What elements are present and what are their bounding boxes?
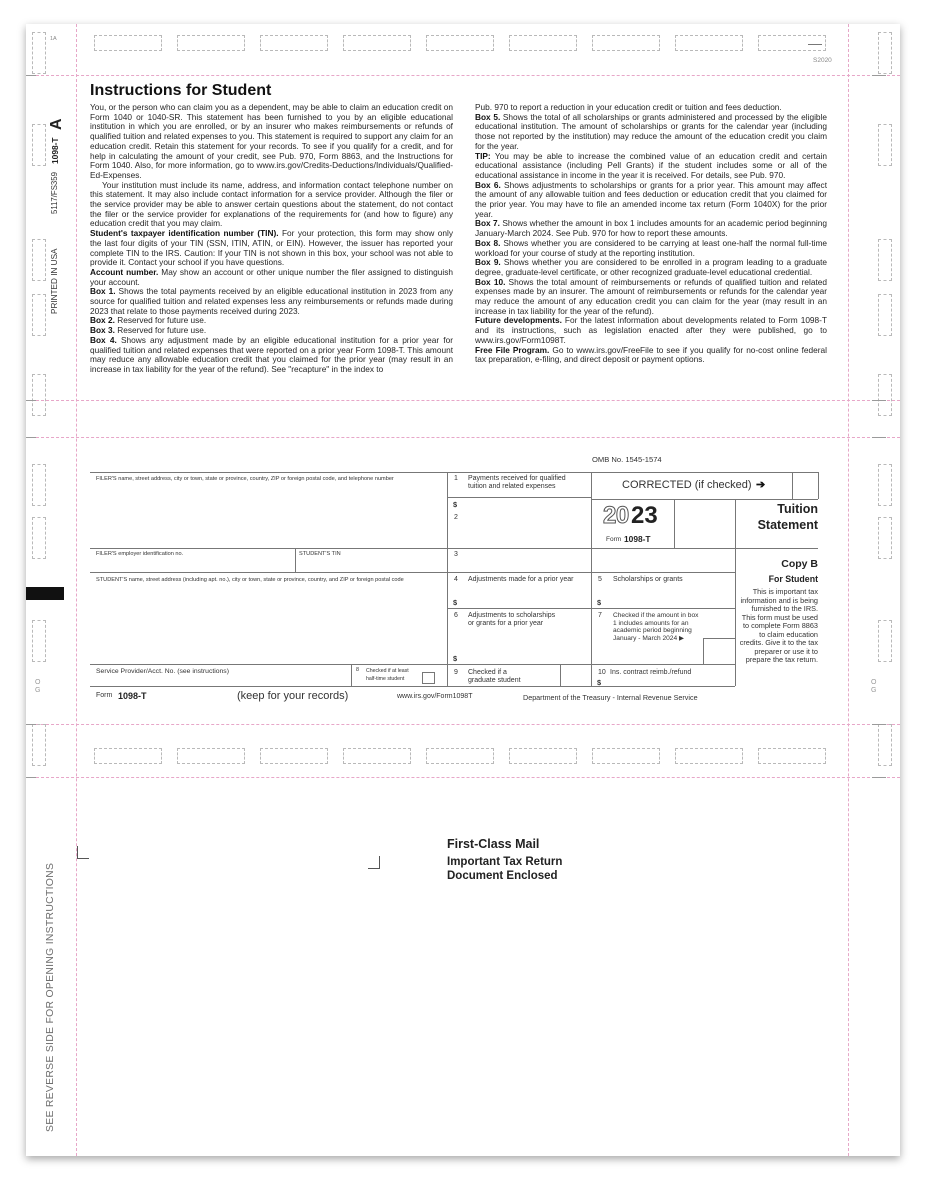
instruction-paragraph: Box 8. Shows whether you are considered to be carrying at least one-half the normal full-time workload for your course of study at the reporting institution.: [475, 237, 827, 258]
side-perforation-box: [878, 124, 892, 166]
perforation-box: [260, 35, 328, 51]
box4-amount-field[interactable]: [462, 596, 586, 608]
side-perforation-box: [32, 124, 46, 166]
keep-for-records: (keep for your records): [237, 690, 349, 702]
box7-label: Checked if the amount in box 1 includes amounts for an academic period beginning January - March 2024 ▶: [613, 612, 699, 642]
window-corner-mark: [368, 856, 380, 869]
instruction-heading: Box 7.: [475, 218, 500, 229]
instruction-heading: Free File Program.: [475, 344, 550, 355]
instruction-paragraph: Box 7. Shows whether the amount in box 1 includes amounts for an academic period beginning January-March 2024. See Pub. 970 for how to report these amounts.: [475, 218, 827, 239]
box10-number: 10: [598, 669, 606, 676]
instruction-paragraph: Box 3. Reserved for future use.: [90, 325, 207, 336]
footer-form-prefix: Form: [96, 692, 113, 699]
perforation-box: [94, 748, 162, 764]
form-name: 1098-T: [624, 534, 651, 544]
form-code: S2020: [813, 57, 832, 64]
footer-form-name: 1098-T: [118, 691, 147, 701]
treasury-dept: Department of the Treasury - Internal Revenue Service: [523, 693, 698, 702]
perforation-box: [509, 35, 577, 51]
side-perforation-box: [32, 464, 46, 506]
box5-dollar: $: [597, 598, 602, 607]
side-perforation-box: [878, 724, 892, 766]
form-prefix: Form: [606, 536, 622, 543]
perforation-box: [675, 748, 743, 764]
instruction-heading: Account number.: [90, 266, 159, 277]
box1-label: Payments received for qualified tuition and related expenses: [468, 475, 566, 490]
instruction-heading: Box 5.: [475, 111, 501, 122]
instruction-heading: Box 6.: [475, 179, 501, 190]
instruction-paragraph: Free File Program. Go to www.irs.gov/FreeFile to see if you qualify for no-cost online federal tax preparation, e-filing, and direct deposit or payment options.: [475, 344, 827, 365]
copy-notice: This is important tax information and is being furnished to the IRS. This form must be used to complete Form 8863 to claim education credits. Give it to the tax preparer or use it to prepare the tax return.: [739, 587, 818, 664]
tick-mark: [26, 437, 36, 438]
box6-label: Adjustments to scholarships or grants for a prior year: [468, 612, 556, 627]
side-letter: G: [35, 687, 41, 694]
box7-number: 7: [598, 612, 602, 619]
side-letter: G: [871, 687, 877, 694]
box7-checkbox[interactable]: [706, 641, 733, 662]
box9-number: 9: [454, 669, 458, 676]
instruction-paragraph: Box 10. Shows the total amount of reimbursements or refunds of qualified tuition and related expenses made by an insurer. The amount of reimbursements or refunds for the calendar year may reduce the amount of any education credit you can claim for the year (may result in an increase in tax liability for the year of the refund).: [475, 276, 828, 316]
filer-ein-label: FILER'S employer identification no.: [96, 551, 184, 557]
side-perforation-box: [32, 294, 46, 336]
instruction-heading: Box 1.: [90, 286, 116, 297]
stock-number: 5117/FS359: [50, 172, 59, 214]
left-perforation-line: [76, 24, 77, 1156]
instruction-paragraph: Box 1. Shows the total payments received by an eligible educational institution in 2023 from any source for qualified tuition and related expenses less any reimbursements or refunds made during 2023 that relate to those payments received during 2023.: [90, 286, 453, 316]
side-perforation-box: [878, 239, 892, 281]
perforation-box: [260, 748, 328, 764]
side-perforation-box: [878, 620, 892, 662]
mailer-line-3: Document Enclosed: [447, 870, 558, 882]
box1-amount-field[interactable]: [462, 499, 586, 511]
box1-dollar: $: [453, 500, 458, 509]
instruction-paragraph: Box 9. Shows whether you are considered to be enrolled in a program leading to a graduate degree, graduate-level certificate, or other recognized graduate-level educational credential.: [475, 257, 827, 277]
instruction-paragraph: Box 2. Reserved for future use.: [90, 315, 207, 326]
for-student: For Student: [768, 574, 818, 584]
perforation-box: [426, 35, 494, 51]
tick-mark: [26, 400, 36, 401]
box4-number: 4: [454, 576, 458, 583]
form-title-statement: Statement: [757, 518, 818, 532]
perforation-box: [343, 35, 411, 51]
year-bold: 23: [631, 502, 658, 529]
instructions-left-column: [90, 103, 453, 375]
side-perforation-box: [878, 32, 892, 74]
box3-number: 3: [454, 551, 458, 558]
instruction-heading: Future developments.: [475, 315, 562, 326]
instruction-paragraph: Box 6. Shows adjustments to scholarships or grants for a prior year. This amount may affect the amount of any allowable tuition and fees deduction or education credit that you claimed for the prior year. You may have to file an amended income tax return (Form 1040X) for the prior year.: [475, 179, 827, 219]
registration-mark: [26, 587, 64, 600]
box8-number: 8: [356, 667, 359, 673]
instruction-paragraph: Student's taxpayer identification number (TIN). For your protection, this form may show only the last four digits of your TIN (SSN, ITIN, ATIN, or EIN). However, the issuer has reported your complete TIN to the IRS. Caution: If your TIN is not shown in this box, your school was not able to provide it. Contact your school if you have questions.: [90, 228, 453, 268]
perforation-box: [675, 35, 743, 51]
perforation-box: [177, 748, 245, 764]
side-letter: O: [871, 679, 877, 686]
side-perforation-box: [32, 239, 46, 281]
box10-dollar: $: [597, 678, 602, 687]
box9-checkbox[interactable]: [564, 669, 588, 684]
side-perforation-box: [878, 374, 892, 416]
box4-dollar: $: [453, 598, 458, 607]
tick-mark: [872, 400, 886, 401]
instruction-heading: Student's taxpayer identification number (TIN).: [90, 228, 279, 239]
perforation-line: [26, 400, 900, 401]
instruction-heading: TIP:: [475, 150, 491, 161]
side-perforation-box: [878, 294, 892, 336]
instruction-paragraph: Your institution must include its name, address, and information contact telephone number on this statement. It may also include contact information for a service provider. Although the filer or the service provider may be able to answer certain questions about the statement, do not contact the filer or the service provider for explanations of the requirements for (and how to figure) any education credit that you may claim.: [90, 179, 453, 229]
instruction-heading: Box 9.: [475, 257, 501, 268]
box2-number: 2: [454, 514, 458, 521]
tick-mark: [26, 724, 36, 725]
perforation-box: [758, 35, 826, 51]
side-form-id: 1098-T: [50, 137, 60, 164]
instructions-right-column: [475, 103, 827, 365]
side-perforation-box: [32, 32, 46, 74]
perforation-box: [758, 748, 826, 764]
irs-url: www.irs.gov/Form1098T: [397, 693, 473, 700]
perforation-box: [592, 748, 660, 764]
right-perforation-line: [848, 24, 849, 1156]
year-outline: 20: [603, 502, 629, 529]
side-perforation-box: [878, 464, 892, 506]
side-letter: O: [35, 679, 41, 686]
form-title-tuition: Tuition: [777, 502, 818, 516]
perforation-line: [26, 777, 900, 778]
instruction-paragraph: Pub. 970 to report a reduction in your education credit or tuition and fees deduction.: [475, 102, 782, 112]
box5-label: Scholarships or grants: [613, 576, 683, 583]
box4-label: Adjustments made for a prior year: [468, 576, 574, 583]
instruction-paragraph: Account number. May show an account or other unique number the filer assigned to distinguish your account.: [90, 266, 454, 287]
box6-number: 6: [454, 612, 458, 619]
filer-name-label: FILER'S name, street address, city or town, state or province, country, ZIP or foreign postal code, and telephone number: [96, 476, 394, 482]
box8-label: Checked if at least half-time student: [366, 668, 409, 682]
perforation-line: [26, 437, 900, 438]
instruction-paragraph: Box 4. Shows any adjustment made by an eligible educational institution for a prior year for qualified tuition and related expenses that were reported on a prior year Form 1098-T. This amount may reduce any allowable education credit that you claimed for the prior year (may result in an increase in tax liability for the year of the refund). See "recapture" in the index to: [90, 334, 453, 374]
perforation-box: [509, 748, 577, 764]
perforation-box: [343, 748, 411, 764]
side-perforation-box: [32, 517, 46, 559]
box8-checkbox[interactable]: [422, 672, 435, 684]
instruction-paragraph: TIP: You may be able to increase the combined value of an education credit and certain educational assistance (including Pell Grants) if the student includes some or all of the educational assistance in income in the year it is received. For details, see Pub. 970.: [475, 150, 827, 180]
service-provider-label: Service Provider/Acct. No. (see instructions): [96, 668, 229, 675]
side-perforation-box: [32, 724, 46, 766]
instruction-heading: Box 4.: [90, 334, 117, 345]
tick-mark: [872, 777, 886, 778]
form-sheet: [26, 24, 900, 1156]
student-name-label: STUDENT'S name, street address (including apt. no.), city or town, state or province, country, and ZIP or foreign postal code: [96, 577, 404, 583]
instruction-paragraph: Box 5. Shows the total of all scholarships or grants administered and processed by the eligible educational institution. The amount of scholarships or grants for the calendar year (including those not reported by the institution) may reduce the amount of the education credit you claim for the year.: [475, 111, 827, 151]
instruction-heading: Box 8.: [475, 237, 501, 248]
perforation-line: [26, 75, 900, 76]
box1-number: 1: [454, 475, 458, 482]
instruction-heading: Box 2.: [90, 315, 115, 326]
box6-amount-field[interactable]: [462, 652, 586, 664]
instruction-paragraph: Future developments. For the latest information about developments related to Form 1098-T and its instructions, such as legislation enacted after they were published, go to www.irs.gov/Form1098T.: [475, 315, 827, 345]
instruction-paragraph: You, or the person who can claim you as a dependent, may be able to claim an education credit on Form 1040 or 1040-SR. This statement has been furnished to you by an eligible educational institution in which you are enrolled, or by an insurer who makes reimbursements or refunds of qualified tuition and related expenses to you. This statement is required to support any claim for an education credit. Retain this statement for your records. To see if you qualify for a credit, and for help in calculating the amount of your credit, see Pub. 970, Form 8863, and the Instructions for Form 1040. Also, for more information, go to www.irs.gov/Credits-Deductions/Individuals/Qualified-Ed-Expenses.: [90, 102, 453, 180]
tick-mark: [26, 75, 36, 76]
box9-label: Checked if a graduate student: [468, 669, 521, 684]
perforation-box: [426, 748, 494, 764]
corrected-label: CORRECTED (if checked): [622, 479, 752, 491]
tick-mark: [872, 437, 886, 438]
instructions-title: Instructions for Student: [90, 82, 272, 99]
side-perforation-box: [32, 374, 46, 416]
corner-code: 1A: [50, 36, 57, 42]
box5-number: 5: [598, 576, 602, 583]
tick-mark: [872, 724, 886, 725]
copy-letter: A: [48, 118, 65, 130]
side-perforation-box: [878, 517, 892, 559]
corner-mark: [808, 44, 822, 45]
instruction-heading: Box 10.: [475, 276, 506, 287]
box10-label: Ins. contract reimb./refund: [610, 669, 692, 676]
window-corner-mark: [77, 846, 89, 859]
reverse-side-note: SEE REVERSE SIDE FOR OPENING INSTRUCTIONS: [45, 862, 56, 1132]
perforation-line: [26, 724, 900, 725]
copy-b: Copy B: [781, 558, 818, 570]
perforation-box: [592, 35, 660, 51]
omb-number: OMB No. 1545-1574: [592, 455, 662, 464]
box6-dollar: $: [453, 654, 458, 663]
perforation-box: [177, 35, 245, 51]
side-perforation-box: [32, 620, 46, 662]
perforation-box: [94, 35, 162, 51]
mailer-line-2: Important Tax Return: [447, 856, 563, 868]
corrected-checkbox[interactable]: [794, 474, 817, 497]
tick-mark: [26, 777, 36, 778]
printed-in-usa: PRINTED IN USA: [50, 248, 59, 314]
box5-amount-field[interactable]: [606, 596, 730, 608]
tick-mark: [872, 75, 886, 76]
first-class-mail: First-Class Mail: [447, 837, 540, 851]
arrow-right-icon: ➔: [756, 479, 766, 491]
student-tin-label: STUDENT'S TIN: [299, 551, 341, 557]
instruction-heading: Box 3.: [90, 325, 115, 336]
